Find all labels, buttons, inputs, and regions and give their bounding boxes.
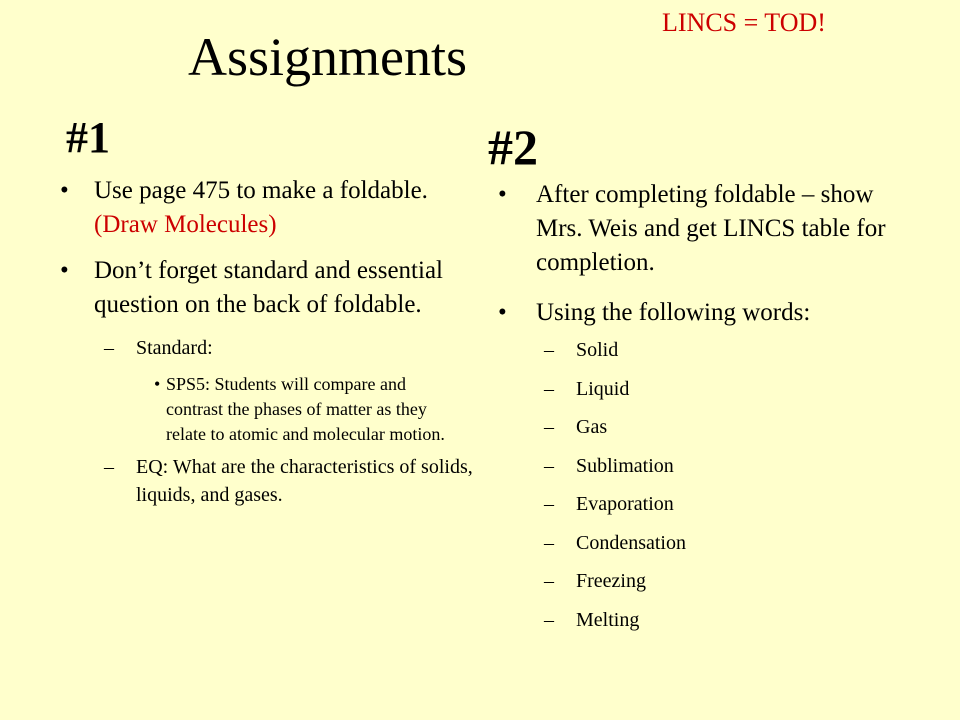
list-item [496, 178, 926, 280]
dash-icon: – [544, 493, 554, 515]
list-item [496, 296, 926, 330]
word-text: Sublimation [576, 454, 674, 477]
word-item [496, 567, 926, 606]
bullet-text: Using the following words: [536, 299, 811, 326]
assignment-2-heading: #2 [488, 119, 538, 175]
sub-sub-list-item [56, 372, 466, 447]
bullet-icon: • [498, 299, 507, 326]
bullet-text: Use page 475 to make a foldable. [94, 177, 428, 204]
bullet-note-red: (Draw Molecules) [94, 211, 277, 238]
dash-icon: – [544, 416, 554, 438]
assignment-2-column [496, 178, 926, 644]
bullet-icon: • [60, 177, 69, 204]
bullet-icon: • [498, 181, 507, 208]
assignment-1-column [56, 174, 476, 519]
slide-title: Assignments [188, 27, 468, 87]
word-item [496, 452, 926, 491]
word-item [496, 336, 926, 375]
word-item [496, 490, 926, 529]
standard-text: SPS5: Students will compare and contrast the phases of matter as they relate to atomic and molecular motion. [166, 374, 445, 444]
standard-label: Standard: [136, 337, 213, 359]
word-text: Evaporation [576, 493, 674, 515]
dash-icon: – [104, 337, 114, 359]
dash-icon: – [544, 339, 554, 361]
list-item [56, 174, 476, 242]
dash-icon: – [104, 456, 114, 478]
corner-note: LINCS = TOD! [662, 8, 826, 37]
word-text: Melting [576, 608, 640, 631]
bullet-text: Don’t forget standard and essential question on the back of foldable. [94, 257, 443, 318]
list-item [56, 254, 476, 322]
word-text: Gas [576, 416, 608, 438]
word-text: Condensation [576, 531, 686, 554]
sub-list-item [56, 453, 476, 509]
small-bullet-icon: • [154, 374, 161, 394]
word-item [496, 413, 926, 452]
dash-icon: – [544, 608, 554, 631]
word-text: Solid [576, 339, 619, 361]
word-text: Freezing [576, 570, 646, 592]
word-item [496, 606, 926, 645]
word-item [496, 375, 926, 414]
dash-icon: – [544, 570, 554, 592]
dash-icon: – [544, 454, 554, 477]
word-item [496, 529, 926, 568]
essential-question: EQ: What are the characteristics of solids, liquids, and gases. [136, 456, 473, 506]
bullet-icon: • [60, 257, 69, 284]
sub-list-item [56, 334, 476, 362]
dash-icon: – [544, 531, 554, 554]
bullet-text: After completing foldable – show Mrs. Weis and get LINCS table for completion. [536, 181, 886, 276]
assignment-1-heading: #1 [66, 113, 110, 162]
dash-icon: – [544, 377, 554, 400]
word-text: Liquid [576, 377, 630, 400]
